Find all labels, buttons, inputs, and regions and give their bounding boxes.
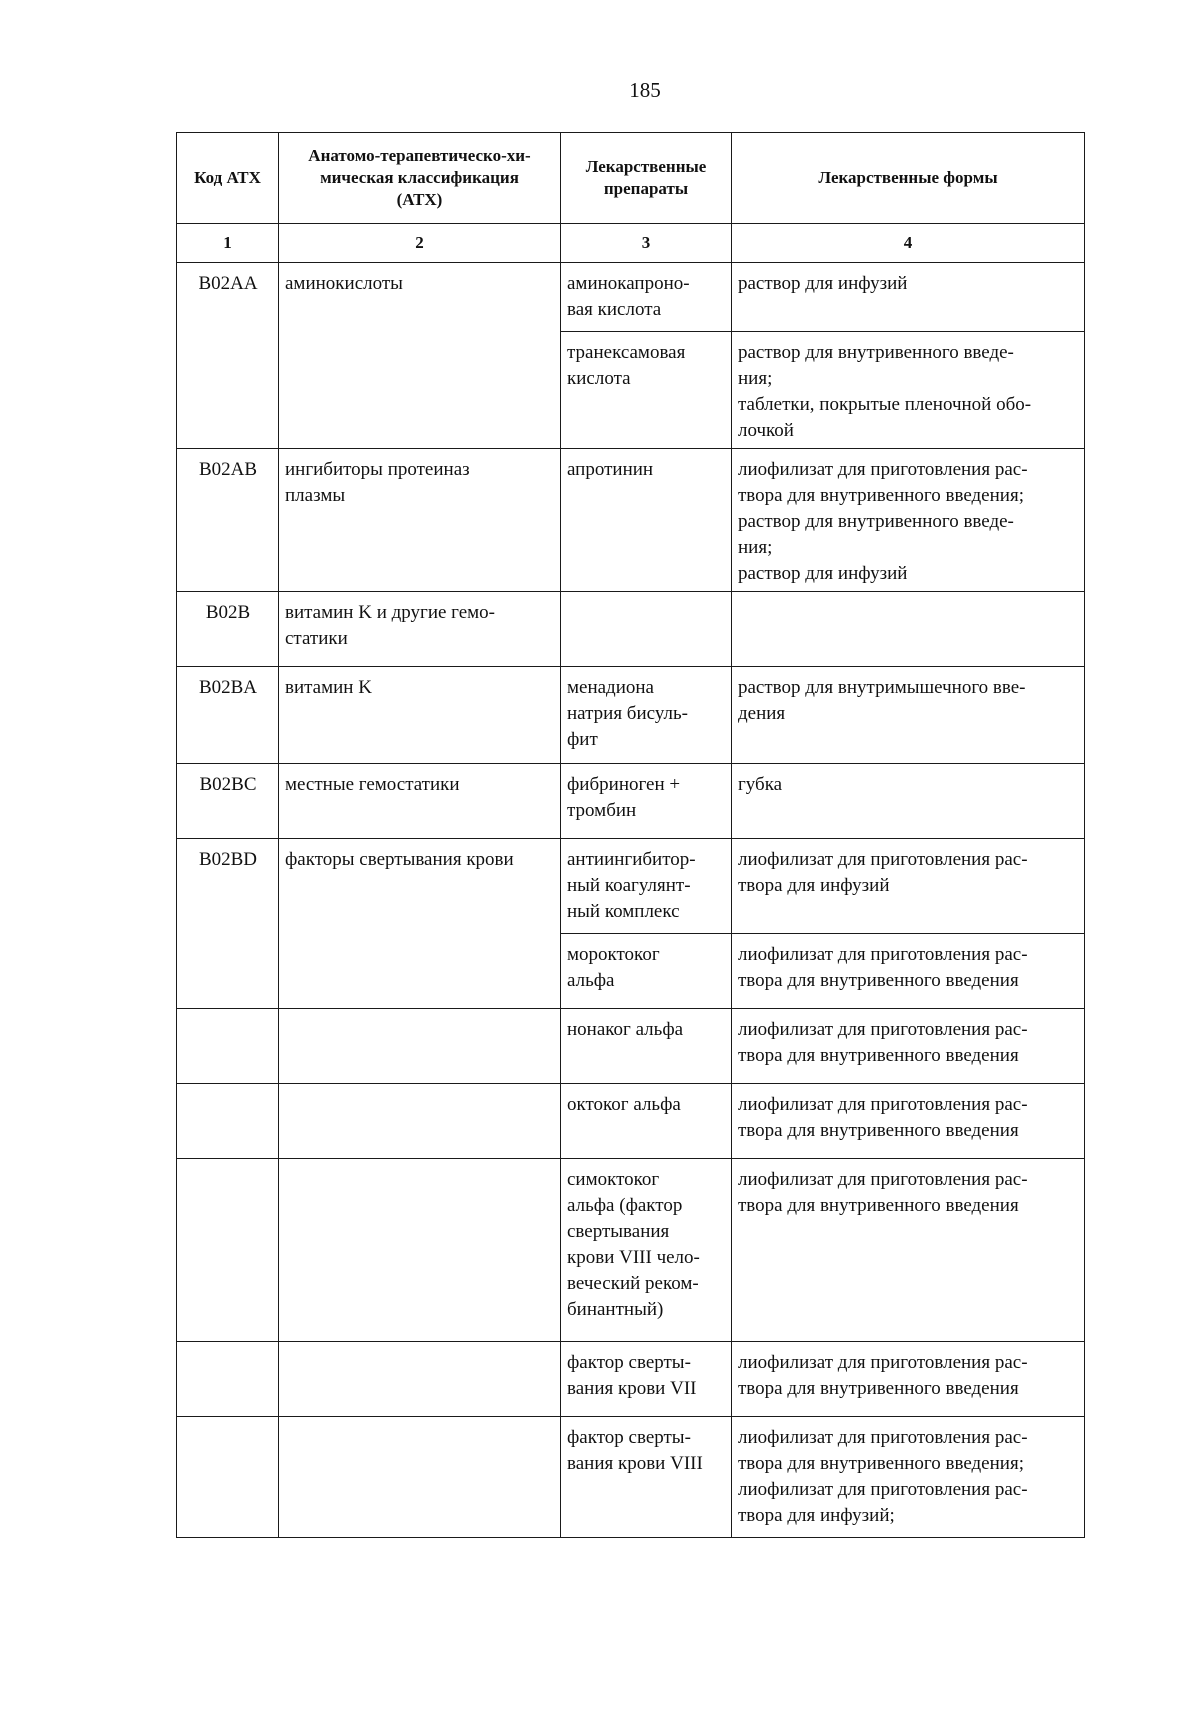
classification-cell: ингибиторы протеиназ плазмы (279, 449, 561, 592)
page-number: 185 (629, 78, 661, 102)
atc-code-cell: B02BD (177, 839, 279, 1009)
dosage-form-cell: лиофилизат для приготовления рас- твора для внутривенного введения (732, 1342, 1085, 1417)
drug-cell: транексамовая кислота (561, 332, 732, 449)
column-number: 2 (279, 224, 561, 263)
atc-code-cell: B02AB (177, 449, 279, 592)
dosage-form-cell: раствор для внутримышечного вве- дения (732, 667, 1085, 764)
classification-cell (279, 1417, 561, 1538)
dosage-form-cell (732, 592, 1085, 667)
table-row (177, 1159, 1085, 1342)
drug-cell: мороктоког альфа (561, 934, 732, 1009)
dosage-form-cell: раствор для инфузий (732, 263, 1085, 332)
column-number: 1 (177, 224, 279, 263)
atc-code-cell: B02BC (177, 764, 279, 839)
dosage-form-cell: лиофилизат для приготовления рас- твора для внутривенного введения; раствор для внутривенного введе- ния; раствор для инфузий (732, 449, 1085, 592)
drug-cell (561, 592, 732, 667)
classification-cell: витамин K (279, 667, 561, 764)
dosage-form-cell: лиофилизат для приготовления рас- твора для внутривенного введения; лиофилизат для приготовления рас- твора для инфузий; (732, 1417, 1085, 1538)
classification-cell (279, 1009, 561, 1084)
atc-code-cell: B02BA (177, 667, 279, 764)
atc-code-cell (177, 1342, 279, 1417)
drug-cell: фактор сверты- вания крови VII (561, 1342, 732, 1417)
classification-cell (279, 1084, 561, 1159)
table-row (177, 1417, 1085, 1538)
dosage-form-cell: лиофилизат для приготовления рас- твора для внутривенного введения (732, 1084, 1085, 1159)
dosage-form-cell: раствор для внутривенного введе- ния; таблетки, покрытые пленочной обо- лочкой (732, 332, 1085, 449)
table-row (177, 764, 1085, 839)
dosage-form-cell: лиофилизат для приготовления рас- твора для внутривенного введения (732, 1009, 1085, 1084)
drug-cell: нонаког альфа (561, 1009, 732, 1084)
atc-code-cell: B02AA (177, 263, 279, 449)
dosage-form-cell: лиофилизат для приготовления рас- твора для инфузий (732, 839, 1085, 934)
classification-cell (279, 1342, 561, 1417)
atc-code-cell (177, 1084, 279, 1159)
classification-cell (279, 1159, 561, 1342)
atc-code-cell: B02B (177, 592, 279, 667)
header-dosage-forms: Лекарственные формы (732, 133, 1085, 224)
table-row (177, 839, 1085, 934)
drug-cell: апротинин (561, 449, 732, 592)
drug-cell: фибриноген + тромбин (561, 764, 732, 839)
atc-code-cell (177, 1417, 279, 1538)
drug-cell: менадиона натрия бисуль- фит (561, 667, 732, 764)
table-row (177, 449, 1085, 592)
table-row (177, 263, 1085, 332)
table-header-row (177, 133, 1085, 224)
table-row (177, 667, 1085, 764)
table-row (177, 1084, 1085, 1159)
column-number-row (177, 224, 1085, 263)
drug-cell: аминокапроно- вая кислота (561, 263, 732, 332)
table-row (177, 1342, 1085, 1417)
classification-cell: местные гемостатики (279, 764, 561, 839)
column-number: 4 (732, 224, 1085, 263)
dosage-form-cell: лиофилизат для приготовления рас- твора для внутривенного введения (732, 1159, 1085, 1342)
header-atc-classification: Анатомо-терапевтическо-хи- мическая классификация (АТХ) (279, 133, 561, 224)
atc-code-cell (177, 1009, 279, 1084)
dosage-form-cell: лиофилизат для приготовления рас- твора для внутривенного введения (732, 934, 1085, 1009)
drug-cell: октоког альфа (561, 1084, 732, 1159)
table-row (177, 1009, 1085, 1084)
atc-code-cell (177, 1159, 279, 1342)
column-number: 3 (561, 224, 732, 263)
header-atc-code: Код АТХ (177, 133, 279, 224)
classification-cell: витамин K и другие гемо- статики (279, 592, 561, 667)
dosage-form-cell: губка (732, 764, 1085, 839)
atc-classification-table (176, 132, 1085, 1538)
classification-cell: факторы свертывания крови (279, 839, 561, 1009)
drug-cell: антиингибитор- ный коагулянт- ный комплекс (561, 839, 732, 934)
drug-cell: симоктоког альфа (фактор свертывания крови VIII чело- веческий реком- бинантный) (561, 1159, 732, 1342)
drug-cell: фактор сверты- вания крови VIII (561, 1417, 732, 1538)
classification-cell: аминокислоты (279, 263, 561, 449)
header-drugs: Лекарственные препараты (561, 133, 732, 224)
table-row (177, 592, 1085, 667)
